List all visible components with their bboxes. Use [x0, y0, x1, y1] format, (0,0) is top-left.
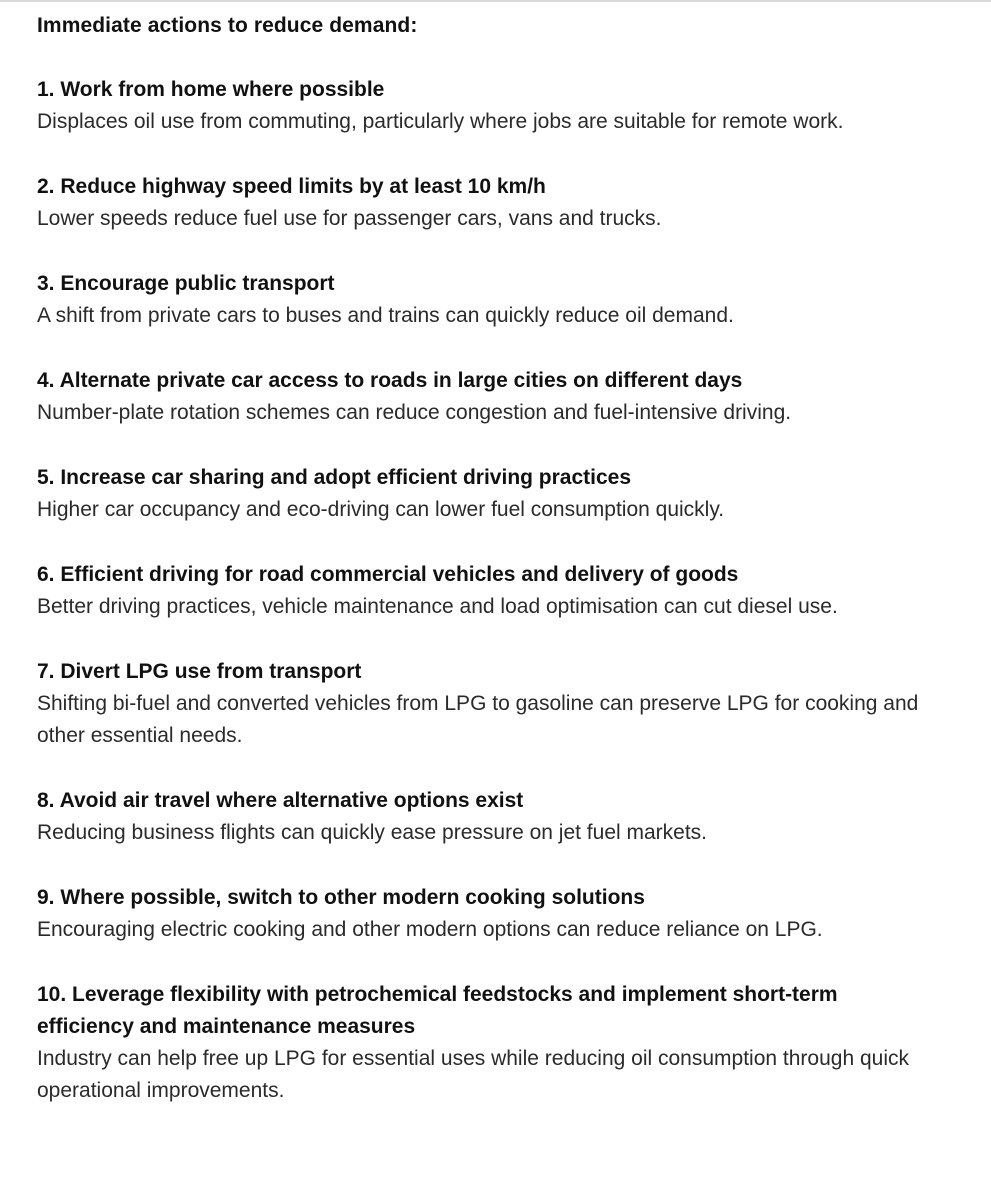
item-title: 4. Alternate private car access to roads in large cities on different days — [37, 369, 743, 392]
item-description: Lower speeds reduce fuel use for passenger cars, vans and trucks. — [37, 207, 662, 230]
list-item — [37, 462, 957, 526]
top-divider — [0, 0, 991, 2]
list-item — [37, 171, 957, 235]
item-description: Industry can help free up LPG for essential uses while reducing oil consumption through quick operational improvements. — [37, 1047, 909, 1102]
item-description: Displaces oil use from commuting, particularly where jobs are suitable for remote work. — [37, 110, 844, 133]
page-heading: Immediate actions to reduce demand: — [37, 14, 418, 37]
list-item — [37, 365, 957, 429]
list-item — [37, 979, 957, 1107]
item-description: Better driving practices, vehicle maintenance and load optimisation can cut diesel use. — [37, 595, 838, 618]
item-title: 1. Work from home where possible — [37, 78, 385, 101]
item-description: Higher car occupancy and eco-driving can lower fuel consumption quickly. — [37, 498, 725, 521]
item-description: Encouraging electric cooking and other modern options can reduce reliance on LPG. — [37, 918, 823, 941]
item-description: Number-plate rotation schemes can reduce congestion and fuel-intensive driving. — [37, 401, 792, 424]
item-title: 7. Divert LPG use from transport — [37, 660, 362, 683]
list-item — [37, 559, 957, 623]
item-description: Reducing business flights can quickly ease pressure on jet fuel markets. — [37, 821, 708, 844]
item-description: A shift from private cars to buses and trains can quickly reduce oil demand. — [37, 304, 734, 327]
item-title: 5. Increase car sharing and adopt efficient driving practices — [37, 466, 632, 489]
list-item — [37, 268, 957, 332]
item-title: 2. Reduce highway speed limits by at least 10 km/h — [37, 175, 546, 198]
item-description: Shifting bi-fuel and converted vehicles from LPG to gasoline can preserve LPG for cooking and other essential needs. — [37, 692, 919, 747]
document-body — [37, 10, 957, 1140]
item-title: 10. Leverage flexibility with petrochemical feedstocks and implement short-term efficiency and maintenance measures — [37, 983, 838, 1038]
item-title: 6. Efficient driving for road commercial vehicles and delivery of goods — [37, 563, 739, 586]
item-title: 9. Where possible, switch to other modern cooking solutions — [37, 886, 645, 909]
list-item — [37, 785, 957, 849]
list-item — [37, 74, 957, 138]
list-item — [37, 882, 957, 946]
list-item — [37, 656, 957, 752]
item-title: 8. Avoid air travel where alternative options exist — [37, 789, 524, 812]
item-title: 3. Encourage public transport — [37, 272, 335, 295]
